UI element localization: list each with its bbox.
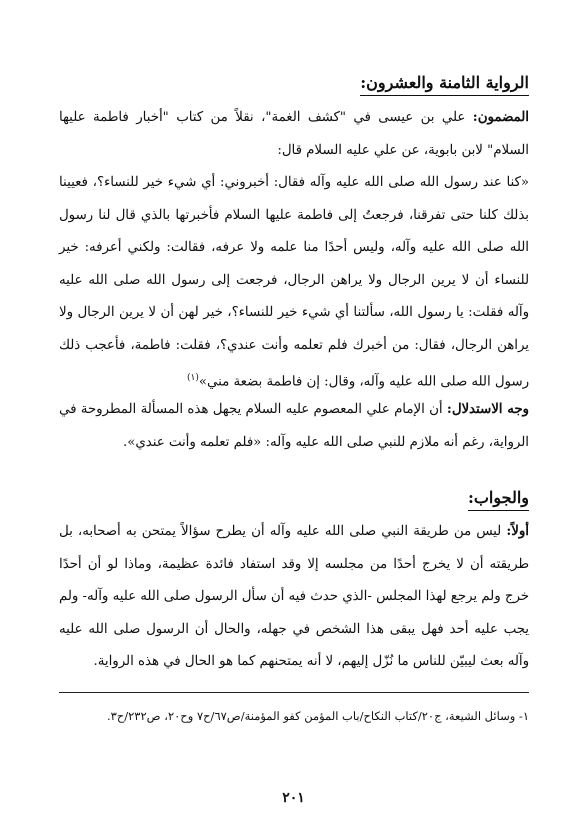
answer-text: ليس من طريقة النبي صلى الله عليه وآله أن يطرح سؤالاً يمتحن به أصحابه، بل طريقته أن لا يخرج أحدًا من مجلسه إلا وقد استفاد فائدة عظيمة، وماذا لو أن أحدًا خرج ولم يرجع لهذا المجلس -الذي حدث فيه أن سأل الرسول صلى الله عليه وآله- ولم يجب عليه أحد فهل يبقى هذا الشخص في جهله، والحال أن الرسول صلى الله عليه وآله بعث ليبيّن للناس ما نُزّل إليهم، لا أنه يمتحنهم كما هو الحال في هذه الرواية.	[59, 524, 529, 669]
footnote-reference: (١)	[187, 373, 199, 383]
answer-label: أولاً:	[506, 524, 529, 539]
quote-text: «كنا عند رسول الله صلى الله عليه وآله فقال: أخبروني: أي شيء خير للنساء؟، فعيينا بذلك كلنا حتى تفرقنا، فرجعتُ إلى فاطمة عليها السلام فأخبرتها بالذي قال لنا رسول الله صلى الله عليه وآله، وليس أحدًا منا علمه ولا عرفه، فقالت: ولكني أعرفه: خير للنساء أن لا يرين الرجال ولا يراهن الرجال، فرجعت إلى رسول الله صلى الله عليه وآله فقلت: يا رسول الله، سألتنا أي شيء خير للنساء؟، خير لهن أن لا يرين الرجال ولا يراهن الرجال، فقال: من أخبرك فلم تعلمه وأنت عندي؟، فقلت: فاطمة، فأعجب ذلك رسول الله صلى الله عليه وآله، وقال: إن فاطمة بضعة مني»	[59, 175, 529, 390]
narration-heading	[360, 72, 529, 96]
footnote: ١- وسائل الشيعة، ج٢٠/كتاب النكاح/باب المؤمن كفو المؤمنة/ص٦٧/ح٧ وح٢٠، ص٢٣٢/ح٣.	[106, 709, 529, 723]
page-number: ٢٠١	[282, 790, 305, 806]
argument-label: وجه الاستدلال:	[446, 402, 529, 417]
narration-quote	[59, 167, 529, 399]
footnote-divider	[59, 692, 529, 693]
narration-heading-text: الرواية الثامنة والعشرون:	[360, 73, 529, 92]
argument-paragraph	[59, 394, 529, 459]
content-label: المضمون:	[472, 110, 529, 125]
content-paragraph	[59, 102, 529, 167]
answer-heading-text: والجواب:	[467, 488, 529, 507]
heading-underline	[360, 95, 529, 96]
heading-underline	[468, 510, 529, 511]
answer-heading	[468, 487, 529, 511]
answer-paragraph	[59, 516, 529, 679]
content-text: علي بن عيسى في "كشف الغمة"، نقلاً من كتاب "أخبار فاطمة عليها السلام" لابن بابوية، عن علي عليه السلام قال:	[59, 110, 529, 158]
argument-text: أن الإمام علي المعصوم عليه السلام يجهل هذه المسألة المطروحة في الرواية، رغم أنه ملازم للنبي صلى الله عليه وآله: «فلم تعلمه وأنت عندي».	[59, 402, 529, 450]
